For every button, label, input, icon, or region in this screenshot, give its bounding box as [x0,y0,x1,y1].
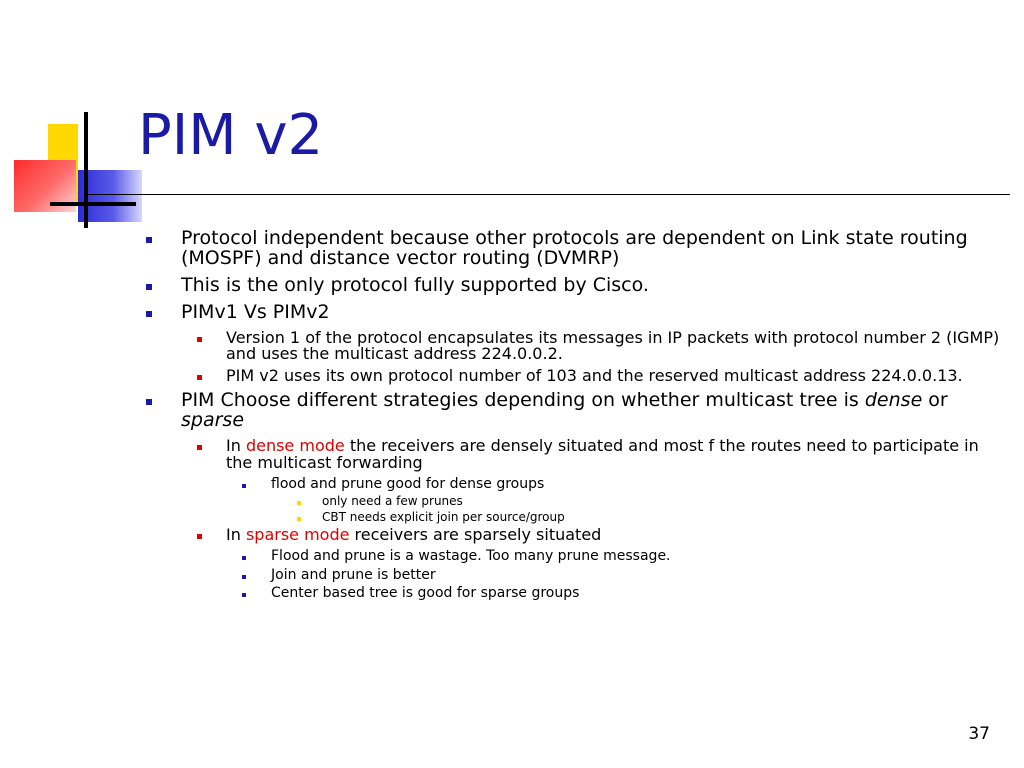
bullet-text: Flood and prune is a wastage. Too many prune message. [271,547,671,564]
bullet-text: only need a few prunes [322,494,463,509]
sub-sub-bullet-item [228,477,1010,492]
bullet-item [140,302,1010,322]
horizontal-line [50,202,136,206]
square-bullet-icon [146,237,152,243]
bullet-text: PIMv1 Vs PIMv2 [181,301,330,324]
sub-sub-bullet-item [228,549,1010,564]
decorative-logo [0,0,150,240]
level4-bullet-item [280,495,1010,508]
square-bullet-icon [146,311,152,317]
bullet-text: Protocol independent because other protocols are dependent on Link state routing (MOSPF) and distance vector routing (DVMRP) [181,227,968,270]
square-bullet-icon [242,556,246,560]
bullet-text: the receivers are densely situated and most f the routes need to participate in the multicast forwarding [226,435,979,472]
bullet-item [140,390,1010,430]
bullet-text: flood and prune good for dense groups [271,475,545,492]
square-bullet-icon [197,337,202,342]
sparse-term: sparse [181,409,245,432]
bullet-text: PIM Choose different strategies depending on whether multicast tree is [181,389,865,412]
bullet-text: This is the only protocol fully supported by Cisco. [181,274,649,297]
square-bullet-icon [297,501,301,505]
sub-sub-bullet-item [228,586,1010,601]
bullet-text: Join and prune is better [271,566,436,583]
square-bullet-icon [297,517,301,521]
slide-content [140,228,1010,605]
dense-term: dense [864,389,923,412]
square-bullet-icon [197,534,202,539]
sub-sub-bullet-item [228,568,1010,583]
level4-bullet-item [280,511,1010,524]
square-bullet-icon [197,375,202,380]
slide-title: PIM v2 [138,103,324,168]
square-bullet-icon [242,593,246,597]
bullet-item [140,275,1010,295]
page-number: 37 [968,724,990,744]
highlight-dense-mode: dense mode [245,435,345,455]
square-bullet-icon [197,445,202,450]
bullet-text: CBT needs explicit join per source/group [322,510,565,525]
sub-bullet-item [185,524,1010,544]
square-bullet-icon [146,399,152,405]
vertical-line [84,112,88,228]
title-divider [88,194,1010,195]
square-bullet-icon [146,284,152,290]
sub-bullet-item [185,368,1010,385]
bullet-text: Version 1 of the protocol encapsulates its messages in IP packets with protocol number 2 (IGMP) and uses the multicast address 224.0.0.2. [226,327,1000,364]
bullet-text: Center based tree is good for sparse groups [271,585,580,602]
sub-bullet-item [185,435,1010,472]
highlight-sparse-mode: sparse mode [245,524,350,544]
bullet-text: In [226,435,246,455]
bullet-text: PIM v2 uses its own protocol number of 103 and the reserved multicast address 224.0.0.13. [226,366,963,386]
square-bullet-icon [242,484,246,488]
bullet-item [140,228,1010,268]
bullet-text: or [922,389,948,412]
sub-bullet-item [185,327,1010,364]
square-bullet-icon [242,575,246,579]
bullet-text: receivers are sparsely situated [349,524,602,544]
bullet-text: In [226,524,246,544]
